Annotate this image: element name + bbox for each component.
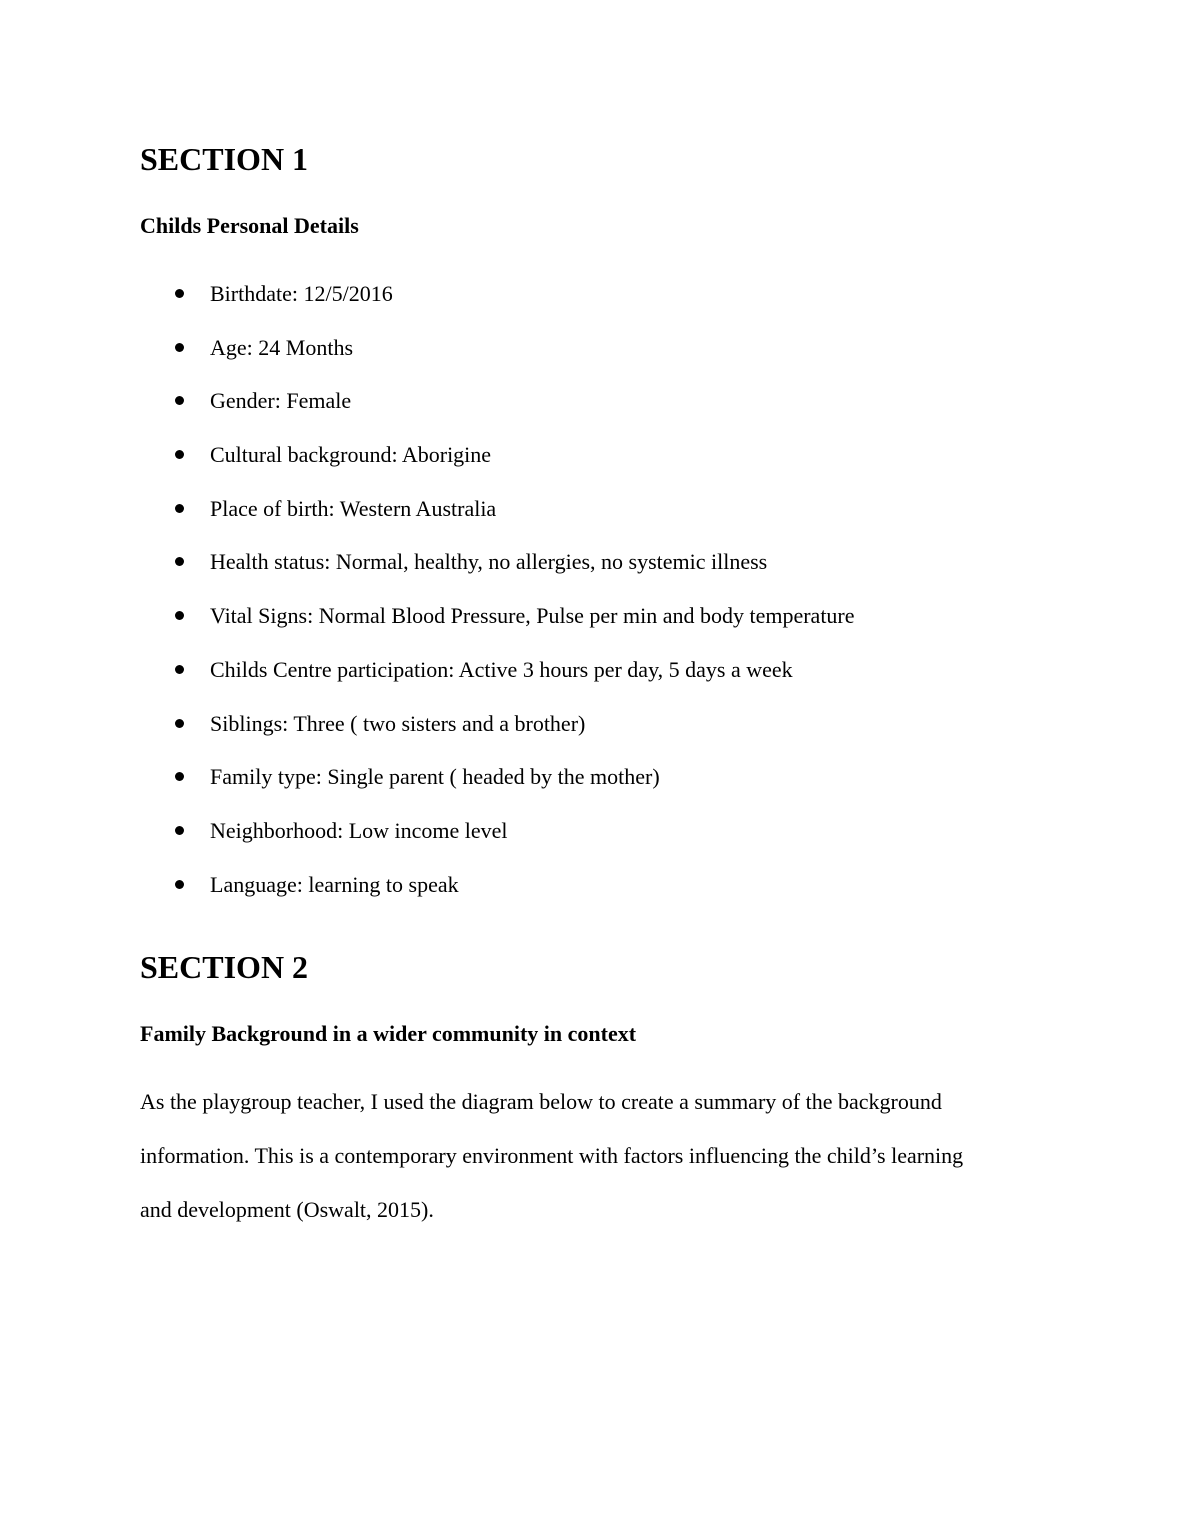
list-item-text: Place of birth: Western Australia	[210, 495, 497, 521]
list-item-text: Vital Signs: Normal Blood Pressure, Pulse per min and body temperature	[210, 603, 855, 629]
list-item	[0, 388, 1190, 442]
list-item-text: Cultural background: Aborigine	[210, 442, 492, 468]
list-item	[0, 442, 1190, 496]
paragraph-line: information. This is a contemporary environment with factors influencing the child’s learning	[140, 1143, 964, 1168]
bullet-icon	[175, 289, 184, 298]
list-item	[0, 603, 1190, 657]
section-2-subheading: Family Background in a wider community in context	[140, 1021, 637, 1046]
personal-details-list	[0, 281, 1190, 925]
bullet-icon	[175, 611, 184, 620]
list-item	[0, 764, 1190, 818]
list-item-text: Childs Centre participation: Active 3 hours per day, 5 days a week	[210, 656, 793, 682]
bullet-icon	[175, 557, 184, 566]
section-2-heading: SECTION 2	[140, 949, 309, 985]
list-item	[0, 281, 1190, 335]
bullet-icon	[175, 343, 184, 352]
paragraph-line: and development (Oswalt, 2015).	[140, 1197, 434, 1222]
section-1-heading: SECTION 1	[140, 141, 309, 177]
list-item-text: Birthdate: 12/5/2016	[210, 281, 393, 306]
bullet-icon	[175, 504, 184, 513]
list-item-text: Neighborhood: Low income level	[210, 817, 508, 843]
bullet-icon	[175, 665, 184, 674]
bullet-icon	[175, 450, 184, 459]
list-item	[0, 549, 1190, 603]
bullet-icon	[175, 880, 184, 889]
list-item	[0, 818, 1190, 872]
bullet-icon	[175, 772, 184, 781]
list-item-text: Siblings: Three ( two sisters and a brother)	[210, 710, 586, 736]
list-item	[0, 657, 1190, 711]
list-item-text: Language: learning to speak	[210, 871, 459, 897]
section-1-subheading: Childs Personal Details	[140, 213, 359, 238]
list-item	[0, 872, 1190, 926]
list-item-text: Gender: Female	[210, 388, 352, 414]
paragraph-line: As the playgroup teacher, I used the diagram below to create a summary of the background	[140, 1089, 942, 1114]
bullet-icon	[175, 826, 184, 835]
list-item-text: Health status: Normal, healthy, no allergies, no systemic illness	[210, 549, 768, 575]
bullet-icon	[175, 396, 184, 405]
list-item	[0, 335, 1190, 389]
list-item-text: Age: 24 Months	[210, 334, 353, 360]
list-item	[0, 711, 1190, 765]
bullet-icon	[175, 719, 184, 728]
list-item	[0, 496, 1190, 550]
background-summary-paragraph	[140, 1088, 1040, 1250]
list-item-text: Family type: Single parent ( headed by the mother)	[210, 764, 660, 790]
